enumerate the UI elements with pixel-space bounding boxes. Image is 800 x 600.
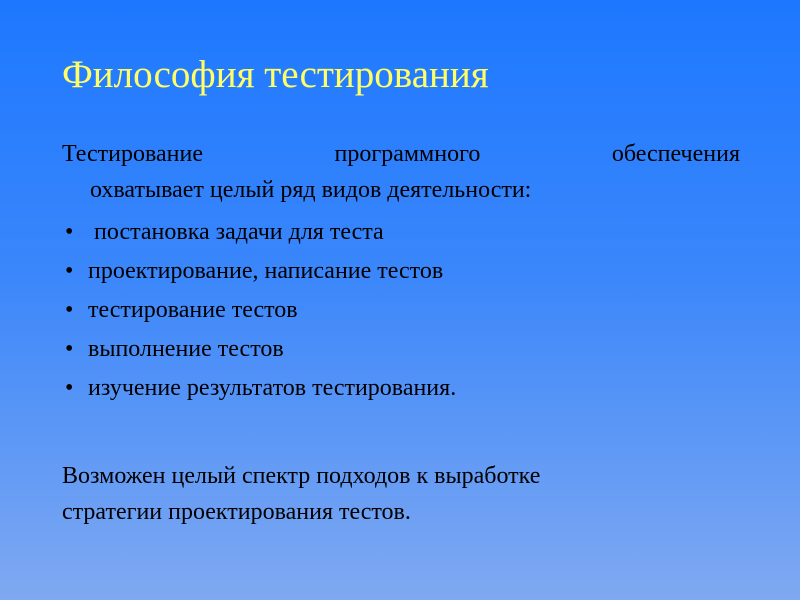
- bullet-icon: •: [65, 297, 74, 323]
- activity-list: [62, 214, 456, 409]
- intro-word: обеспечения: [611, 141, 740, 167]
- list-item: [62, 292, 456, 331]
- list-item-text: выполнение тестов: [88, 336, 284, 362]
- list-item: [62, 214, 456, 253]
- intro-line-2: охватывает целый ряд видов деятельности:: [90, 177, 532, 203]
- bullet-icon: •: [65, 375, 74, 401]
- intro-paragraph: [62, 136, 740, 208]
- intro-word: Тестирование: [62, 141, 203, 167]
- closing-line: стратегии проектирования тестов.: [62, 499, 411, 525]
- closing-line: Возможен целый спектр подходов к выработке: [62, 463, 541, 489]
- bullet-icon: •: [65, 336, 74, 362]
- list-item: [62, 253, 456, 292]
- list-item: [62, 370, 456, 409]
- list-item-text: тестирование тестов: [88, 297, 298, 323]
- list-item: [62, 331, 456, 370]
- bullet-icon: •: [65, 258, 74, 284]
- slide-title: Философия тестирования: [62, 53, 489, 96]
- intro-line-1: [62, 136, 740, 172]
- bullet-icon: •: [65, 219, 74, 245]
- intro-word: программного: [334, 141, 481, 167]
- closing-paragraph: [62, 458, 540, 530]
- list-item-text: проектирование, написание тестов: [88, 258, 444, 284]
- list-item-text: постановка задачи для теста: [88, 219, 384, 245]
- list-item-text: изучение результатов тестирования.: [88, 375, 457, 401]
